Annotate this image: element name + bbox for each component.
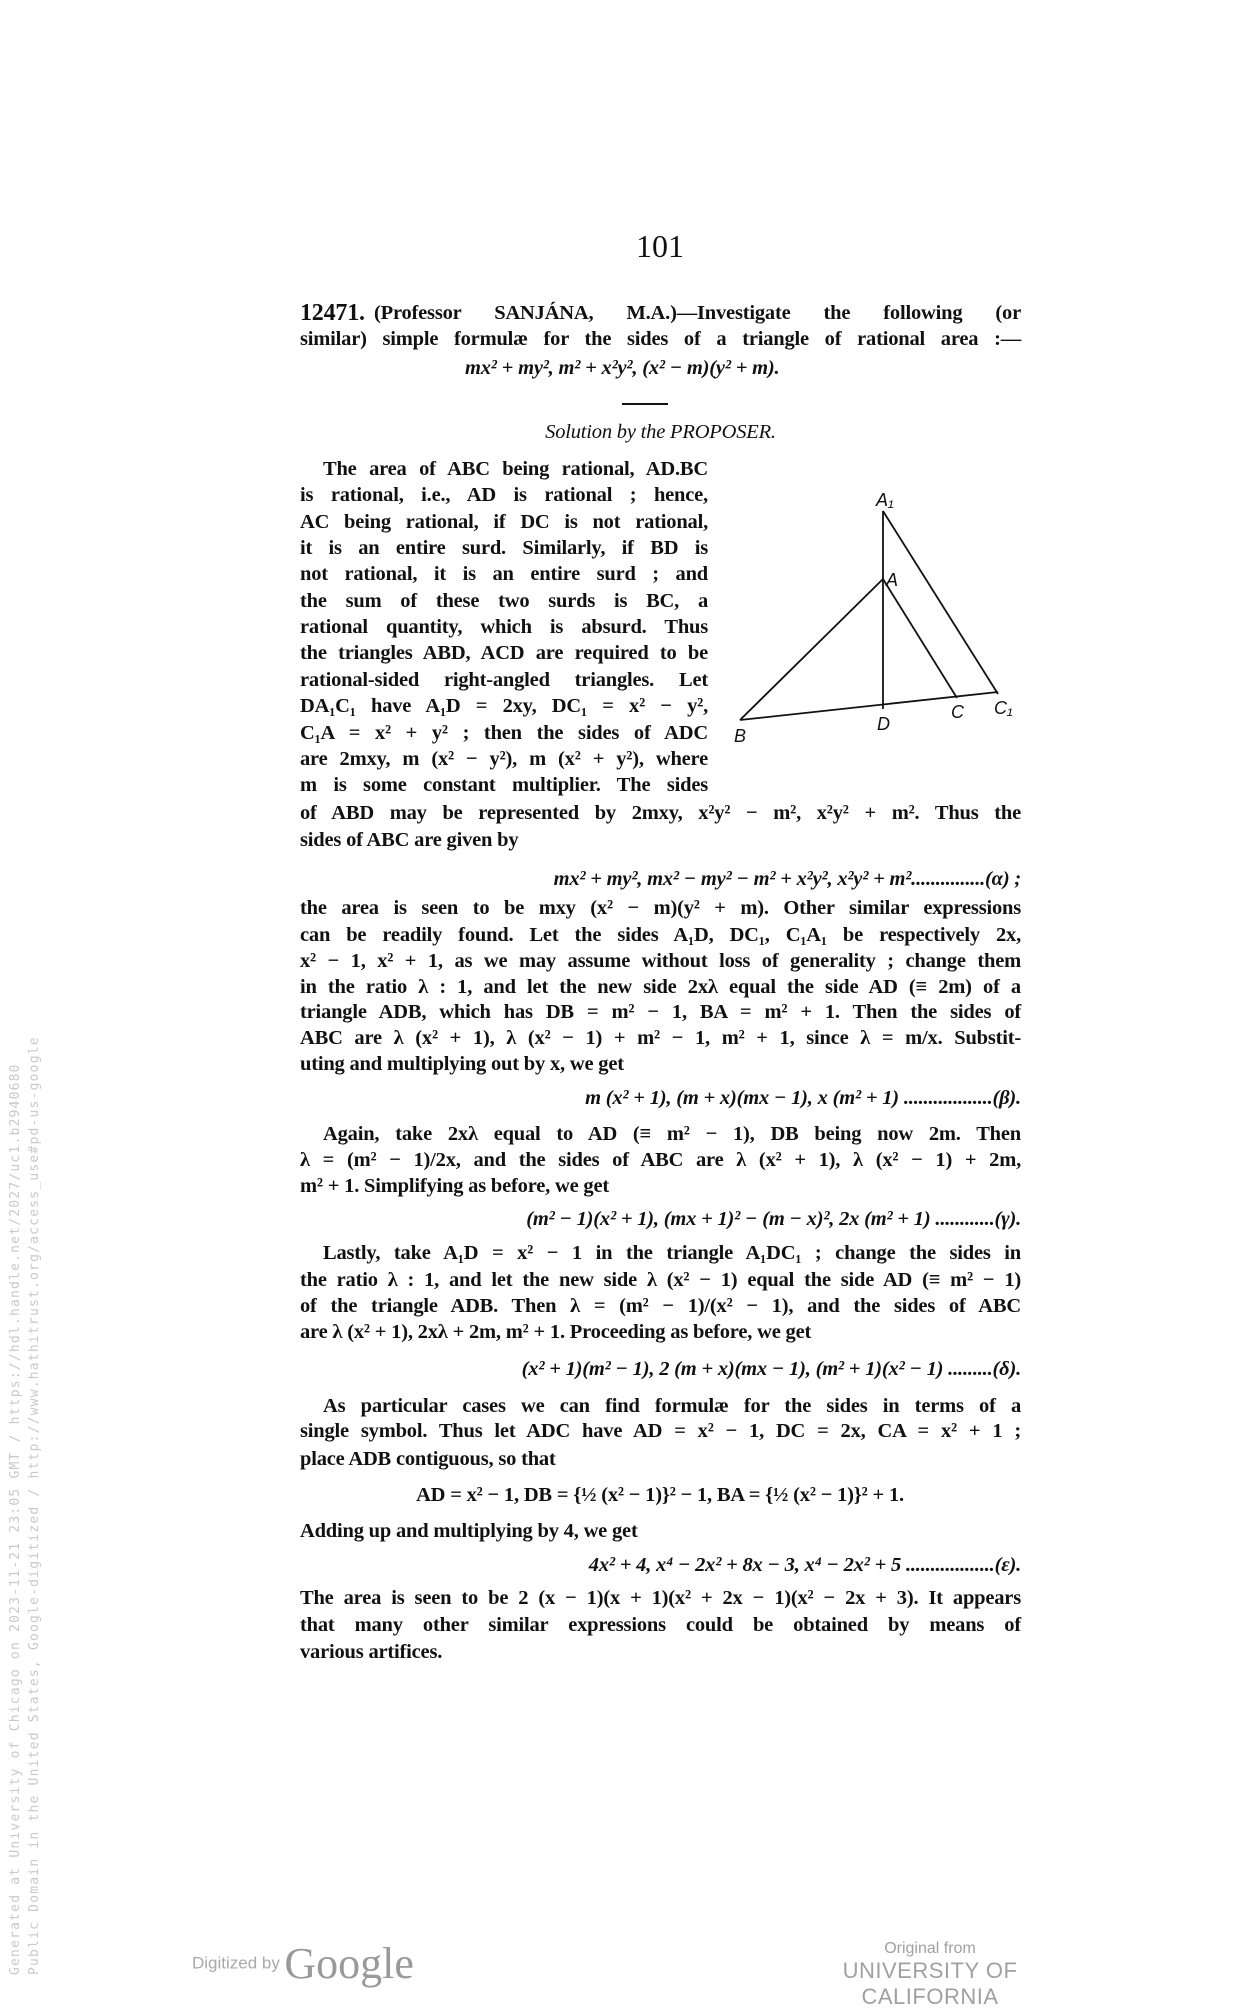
text-line: The area is seen to be 2 (x − 1)(x + 1)(x² + 2x − 1)(x² − 2x + 3). It appears [300,1587,1021,1609]
text-line: ABC are λ (x² + 1), λ (x² − 1) + m² − 1, m² + 1, since λ = m/x. Substit- [300,1027,1021,1049]
text-line: of ABD may be represented by 2mxy, x²y² − m², x²y² + m². Thus the [300,802,1021,824]
digitized-by-label: Digitized by [192,1953,280,1973]
label-b: B [734,726,747,746]
solution-heading: Solution by the PROPOSER. [545,421,776,443]
text-line: various artifices. [300,1641,443,1663]
problem-number: 12471. [300,300,365,326]
label-a: A [886,570,899,590]
formula-gamma: (m² − 1)(x² + 1), (mx + 1)² − (m − x)², 2x (m² + 1) ............(γ). [526,1208,1021,1230]
divider-rule [622,403,668,405]
text-line: rational-sided right-angled triangles. Let [300,669,708,691]
text-line: the sum of these two surds is BC, a [300,590,708,612]
text-line: As particular cases we can find formulæ for the sides in terms of a [323,1395,1021,1417]
problem-header-line1 [300,300,1021,326]
watermark-line1: Generated at University of Chicago on 2023-11-21 23:05 GMT / https://hdl.handle.net/2027/uc1.b2940680 [8,1063,23,1975]
formula-ad-db-ba: AD = x² − 1, DB = {½ (x² − 1)}² − 1, BA = {½ (x² − 1)}² + 1. [416,1484,904,1506]
problem-statement: (Professor SANJÁNA, M.A.)—Investigate the following (or [374,302,1021,324]
text-line: the triangles ABD, ACD are required to be [300,642,708,664]
text-line: not rational, it is an entire surd ; and [300,563,708,585]
original-from [790,1940,1070,2010]
text-line: is rational, i.e., AD is rational ; hence, [300,484,708,506]
google-logo: Google [284,1939,414,1988]
text-line: m is some constant multiplier. The sides [300,774,708,796]
text-line: are λ (x² + 1), 2xλ + 2m, m² + 1. Proceeding as before, we get [300,1321,812,1343]
label-d: D [877,714,890,734]
line-a1-c1 [883,511,998,694]
text-line: are 2mxy, m (x² − y²), m (x² + y²), where [300,748,708,770]
formula-epsilon: 4x² + 4, x⁴ − 2x² + 8x − 3, x⁴ − 2x² + 5 ..................(ε). [588,1554,1021,1576]
text-line: sides of ABC are given by [300,829,519,851]
original-from-label: Original from [884,1940,976,1957]
problem-statement-2: similar) simple formulæ for the sides of a triangle of rational area :— [300,328,1021,350]
page-number: 101 [636,228,684,264]
text-line: that many other similar expressions could be obtained by means of [300,1614,1021,1636]
problem-formula: mx² + my², m² + x²y², (x² − m)(y² + m). [465,357,780,379]
label-c1: C₁ [994,698,1013,718]
text-line: m² + 1. Simplifying as before, we get [300,1175,609,1197]
digitized-by-google [192,1938,414,1989]
text-line: The area of ABC being rational, AD.BC [323,458,708,480]
label-a1: A₁ [876,490,894,510]
text-line: the area is seen to be mxy (x² − m)(y² + m). Other similar expressions [300,897,1021,919]
text-line: in the ratio λ : 1, and let the new side 2xλ equal the side AD (≡ 2m) of a [300,976,1021,998]
text-line: AC being rational, if DC is not rational, [300,511,708,533]
text-line: place ADB contiguous, so that [300,1448,556,1470]
line-a-c [883,579,957,698]
text-line: C₁A = x² + y² ; then the sides of ADC [300,722,708,744]
line-a-b [740,579,883,720]
formula-delta: (x² + 1)(m² − 1), 2 (m + x)(mx − 1), (m² + 1)(x² − 1) .........(δ). [521,1358,1021,1380]
triangle-diagram [720,480,1040,750]
text-line: DA₁C₁ have A₁D = 2xy, DC₁ = x² − y², [300,695,708,717]
text-line: triangle ADB, which has DB = m² − 1, BA = m² + 1. Then the sides of [300,1001,1021,1023]
text-line: it is an entire surd. Similarly, if BD is [300,537,708,559]
text-line: can be readily found. Let the sides A₁D, DC₁, C₁A₁ be respectively 2x, [300,924,1021,946]
text-line: Again, take 2xλ equal to AD (≡ m² − 1), DB being now 2m. Then [323,1123,1021,1145]
text-line: Adding up and multiplying by 4, we get [300,1520,638,1542]
formula-beta: m (x² + 1), (m + x)(mx − 1), x (m² + 1) ..................(β). [585,1087,1021,1109]
text-line: of the triangle ADB. Then λ = (m² − 1)/(x² − 1), and the sides of ABC [300,1295,1021,1317]
label-c: C [951,702,964,722]
institution-name: UNIVERSITY OF CALIFORNIA [842,1958,1018,2009]
text-line: x² − 1, x² + 1, as we may assume without loss of generality ; change them [300,950,1021,972]
text-line: rational quantity, which is absurd. Thus [300,616,708,638]
formula-alpha: mx² + my², mx² − my² − m² + x²y², x²y² + m²...............(α) ; [553,868,1021,890]
text-line: the ratio λ : 1, and let the new side λ (x² − 1) equal the side AD (≡ m² − 1) [300,1269,1021,1291]
text-line: single symbol. Thus let ADC have AD = x² − 1, DC = 2x, CA = x² + 1 ; [300,1420,1021,1442]
watermark-line2: Public Domain in the United States, Google-digitized / http://www.hathitrust.org/access_use#pd-us-google [27,1036,42,1975]
text-line: uting and multiplying out by x, we get [300,1053,624,1075]
text-line: λ = (m² − 1)/2x, and the sides of ABC are λ (x² + 1), λ (x² − 1) + 2m, [300,1149,1021,1171]
text-line: Lastly, take A₁D = x² − 1 in the triangle A₁DC₁ ; change the sides in [323,1242,1021,1264]
